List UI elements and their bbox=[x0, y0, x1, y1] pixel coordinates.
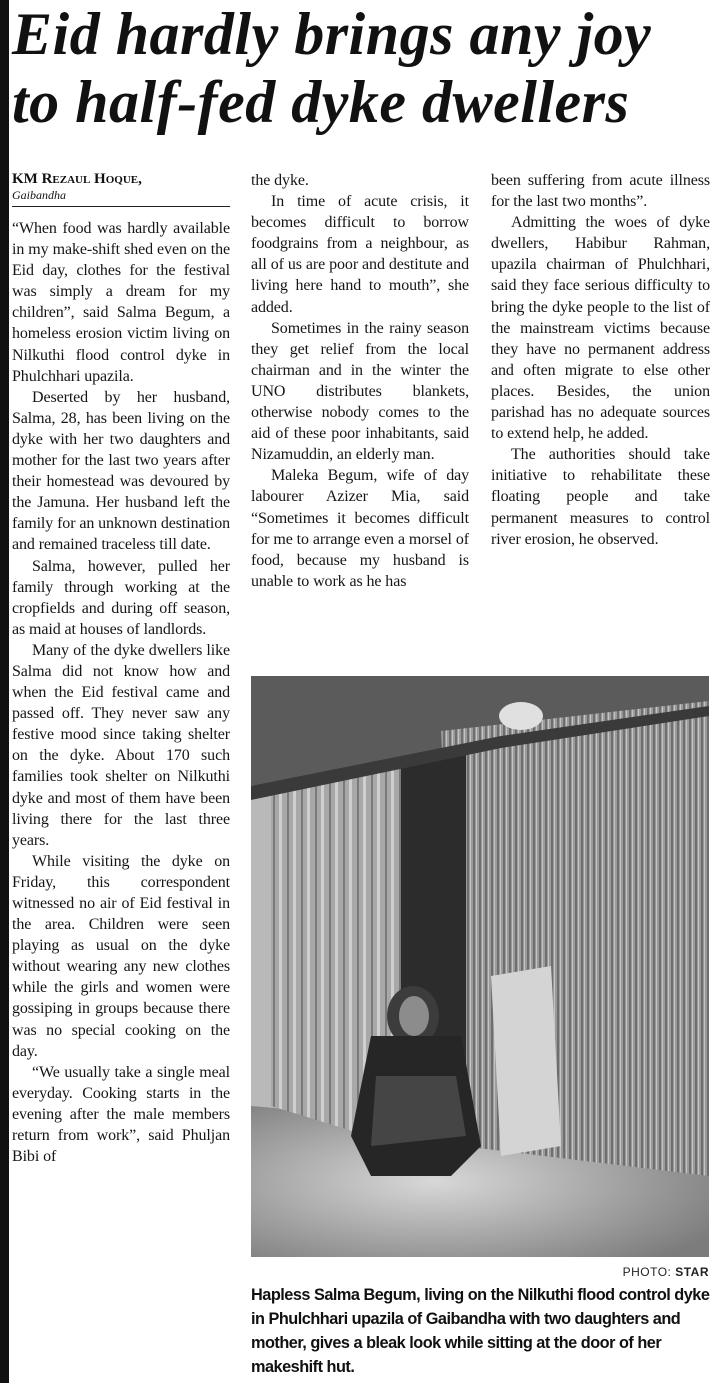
paragraph-9-start: Maleka Begum, wife of day labourer Azizer Mia, said “Sometimes it becomes difficult for me to arrange even a morsel of food, because my husband is unable to work as he has bbox=[251, 467, 469, 590]
paragraph-4: Many of the dyke dwellers like Salma did not know how and when the Eid festival came and passed off. They never saw any festive mood since taking shelter on the dyke. About 170 such families took shelter on Nilkuthi dyke and most of them have been living there for the last three years. bbox=[12, 641, 230, 849]
byline-author: KM Rezaul Hoque, bbox=[12, 171, 142, 187]
photo-roof-bundle bbox=[499, 702, 543, 730]
paragraph-2: Deserted by her husband, Salma, 28, has been living on the dyke with her two daughters and mother for the last two years after their homestead was devoured by the Jamuna. Her husband left the family for an unknown destination and remained traceless till date. bbox=[12, 388, 230, 554]
photo-woman-pattern bbox=[371, 1076, 466, 1146]
article-column-2 bbox=[251, 170, 469, 592]
paragraph-8: Sometimes in the rainy season they get relief from the local chairman and in the winter the UNO distributes blankets, otherwise nobody comes to the aid of these poor inhabitants, said Nizamuddin, an elderly man. bbox=[251, 319, 469, 464]
headline bbox=[12, 0, 718, 136]
paragraph-5: While visiting the dyke on Friday, this correspondent witnessed no air of Eid festival in the area. Children were seen playing as usual on the dyke without wearing any new clothes while the girls and women were gossiping in groups because there was no special cooking on the day. bbox=[12, 852, 230, 1060]
byline-location: Gaibandha bbox=[12, 188, 66, 202]
paragraph-6-end: the dyke. bbox=[251, 172, 309, 189]
article-column-3 bbox=[491, 170, 710, 550]
headline-line-1: Eid hardly brings any joy bbox=[12, 1, 652, 67]
paragraph-7: In time of acute crisis, it becomes difficult to borrow foodgrains from a neighbour, as all of us are poor and destitute and living here hand to mouth”, she added. bbox=[251, 193, 469, 316]
paragraph-6-start: “We usually take a single meal everyday. Cooking starts in the evening after the male members return from work”, said Phuljan Bibi of bbox=[12, 1063, 230, 1166]
photo-credit-source: STAR bbox=[675, 1265, 709, 1279]
photo-woman-face bbox=[399, 996, 429, 1036]
left-edge-rule bbox=[0, 0, 9, 1383]
paragraph-10: Admitting the woes of dyke dwellers, Habibur Rahman, upazila chairman of Phulchhari, said they face serious difficulty to bring the dyke people to the list of the mainstream victims because they have no permanent address and often migrate to else other places. Besides, the union parishad has no adequate sources to extend help, he added. bbox=[491, 214, 710, 443]
paragraph-1: “When food was hardly available in my make-shift shed even on the Eid day, clothes for the festival was simply a dream for my children”, said Salma Begum, a homeless erosion victim living on Nilkuthi flood control dyke in Phulchhari upazila. bbox=[12, 220, 230, 385]
byline bbox=[12, 170, 230, 207]
photo-credit-label: PHOTO: bbox=[622, 1265, 672, 1279]
photo-illustration bbox=[251, 676, 709, 1257]
paragraph-9-end: been suffering from acute illness for the last two months”. bbox=[491, 172, 710, 211]
photo-caption: Hapless Salma Begum, living on the Nilkuthi flood control dyke in Phulchhari upazila of Gaibandha with two daughters and mother, gives a bleak look while sitting at the door of her makeshift hut. bbox=[251, 1286, 710, 1376]
paragraph-3: Salma, however, pulled her family through working at the cropfields and during off season, as maid at houses of landlords. bbox=[12, 557, 230, 638]
paragraph-11: The authorities should take initiative to rehabilitate these floating people and take permanent measures to control river erosion, he observed. bbox=[491, 446, 710, 548]
headline-line-2: to half-fed dyke dwellers bbox=[12, 69, 630, 135]
photo-credit bbox=[251, 1265, 709, 1279]
article-column-1 bbox=[12, 218, 230, 1167]
news-photo bbox=[251, 676, 709, 1257]
photo-hanging-cloth bbox=[491, 966, 561, 1156]
photo-reed-wall bbox=[441, 701, 709, 1176]
